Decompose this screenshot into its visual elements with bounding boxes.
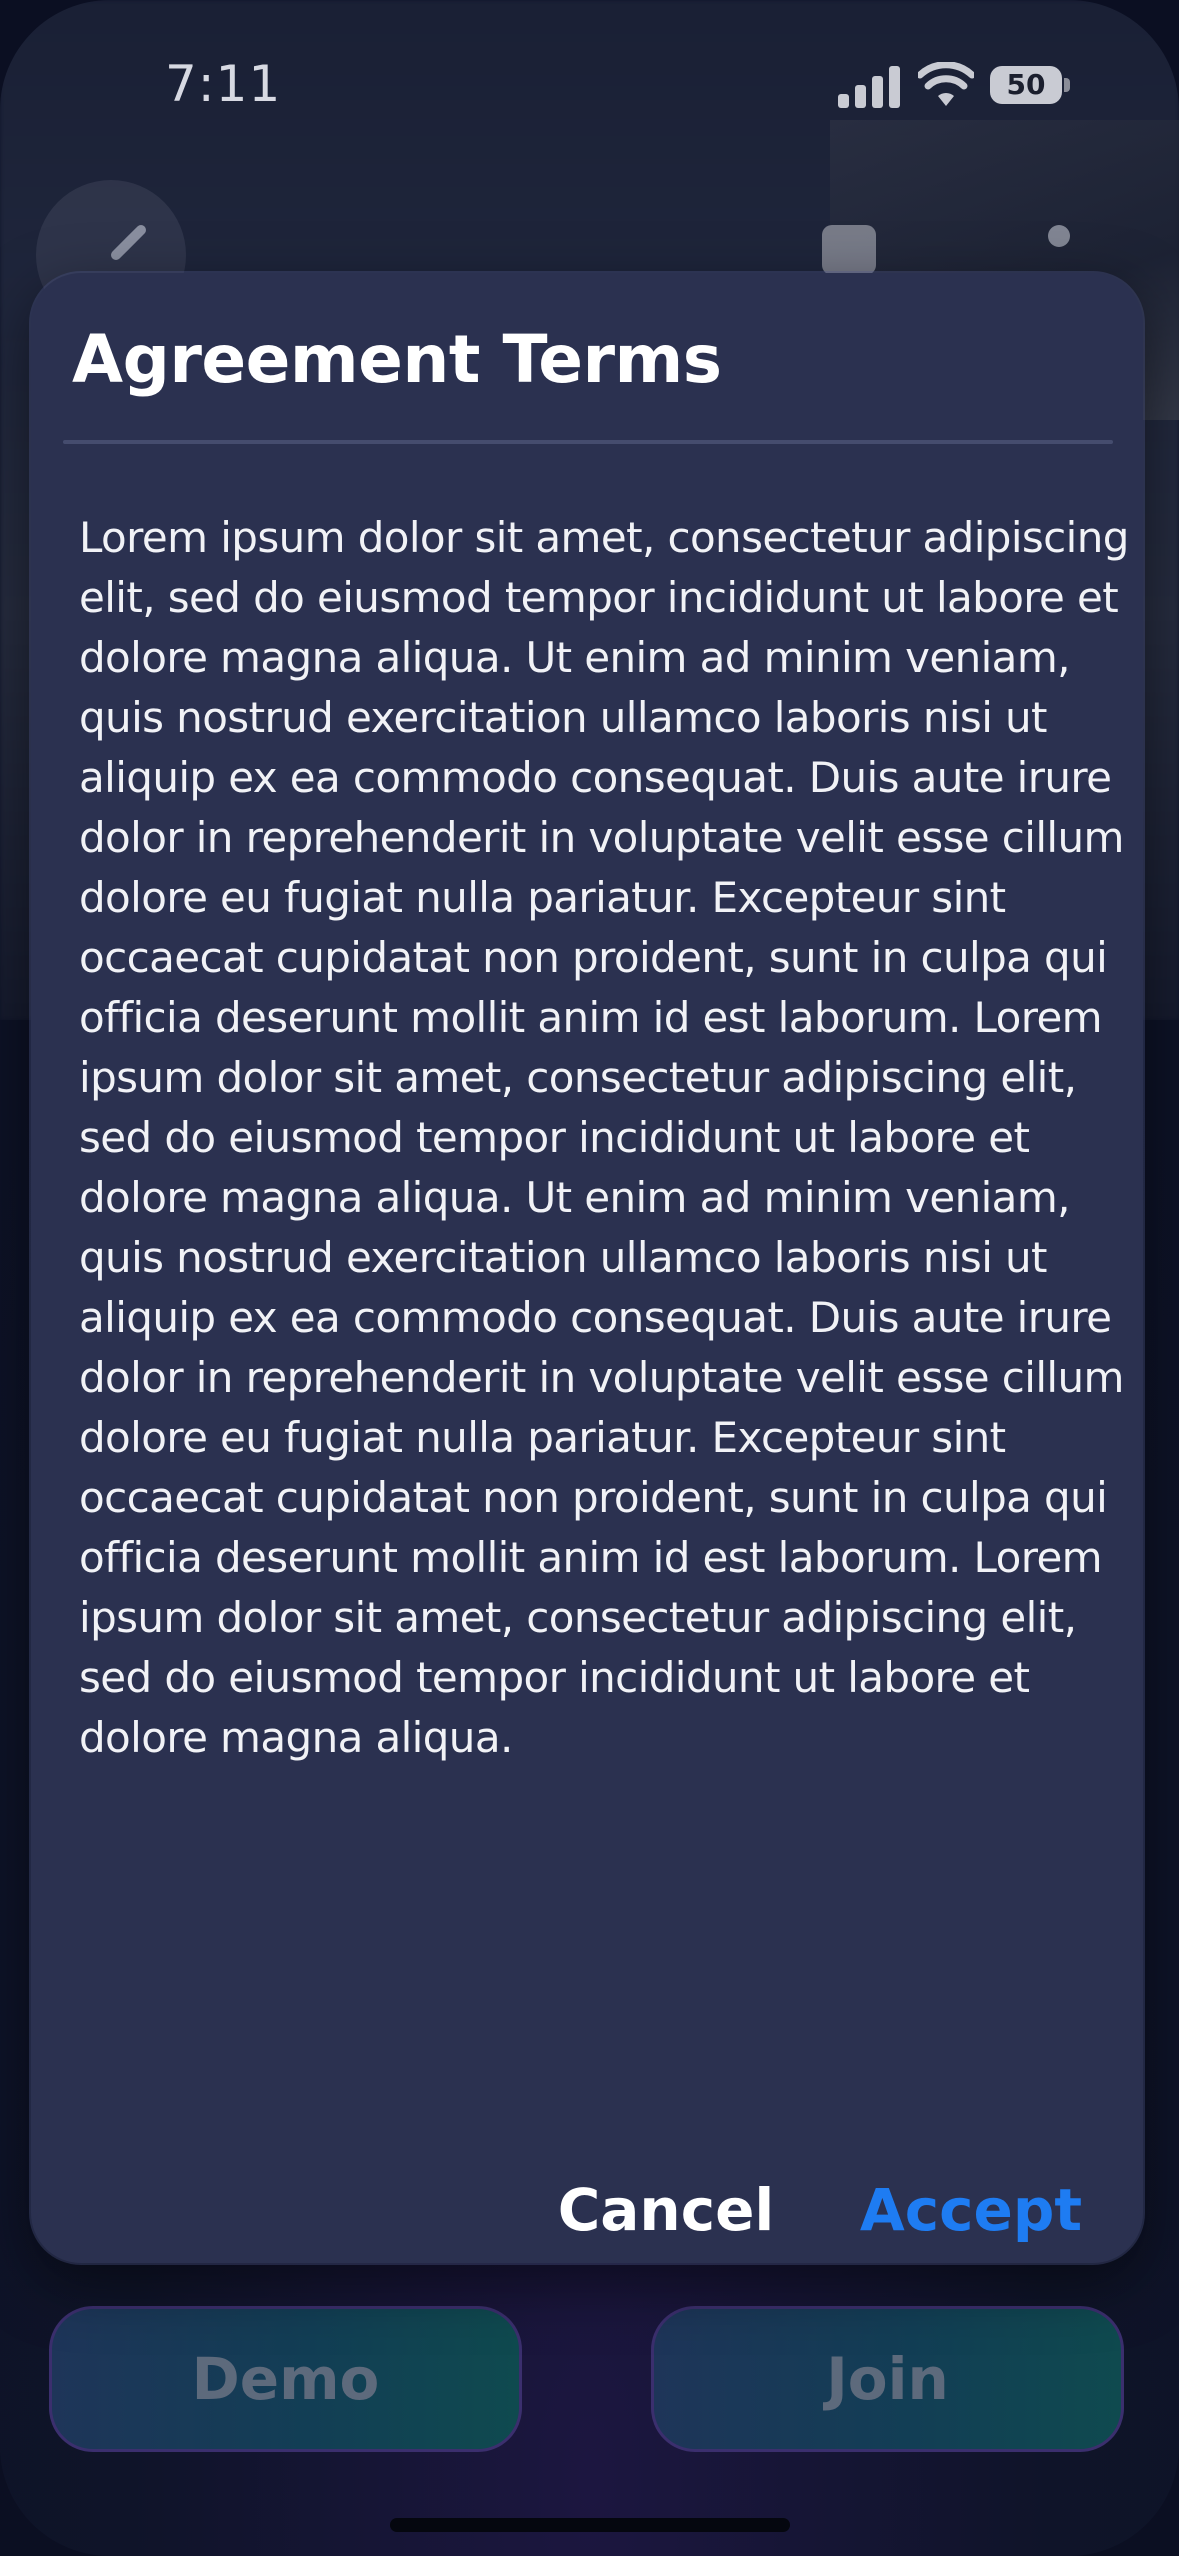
cancel-button[interactable]: Cancel [551,2165,781,2255]
dialog-divider [63,440,1113,444]
bookmark-icon [822,225,876,275]
join-button[interactable] [651,2306,1124,2452]
cellular-signal-icon [838,66,902,108]
status-time: 7:11 [165,55,282,113]
more-vertical-icon [1048,225,1070,247]
join-button-label: Join [826,2345,949,2413]
accept-button[interactable]: Accept [841,2165,1101,2255]
battery-tip [1064,78,1070,92]
battery-icon: 50 [990,66,1062,104]
dialog-title: Agreement Terms [72,321,722,398]
demo-button[interactable] [49,2306,522,2452]
dialog-body-text: Lorem ipsum dolor sit amet, consectetur adipiscing elit, sed do eiusmod tempor incididunt ut labore et dolore magna aliqua. Ut enim ad minim veniam, quis nostrud exercitation ullamco laboris nisi ut aliquip ex ea commodo consequat. Duis aute irure dolor in reprehenderit in voluptate velit esse cillum dolore eu fugiat nulla pariatur. Excepteur sint occaecat cupidatat non proident, sunt in culpa qui officia deserunt mollit anim id est laborum. Lorem ipsum dolor sit amet, consectetur adipiscing elit, sed do eiusmod tempor incididunt ut labore et dolore magna aliqua. Ut enim ad minim veniam, quis nostrud exercitation ullamco laboris nisi ut aliquip ex ea commodo consequat. Duis aute irure dolor in reprehenderit in voluptate velit esse cillum dolore eu fugiat nulla pariatur. Excepteur sint occaecat cupidatat non proident, sunt in culpa qui officia deserunt mollit anim id est laborum. Lorem ipsum dolor sit amet, consectetur adipiscing elit, sed do eiusmod tempor incididunt ut labore et dolore magna aliqua. [79,513,1129,1762]
home-indicator[interactable] [390,2518,790,2532]
agreement-terms-dialog [31,273,1143,2263]
wifi-icon [918,62,974,106]
demo-button-label: Demo [191,2345,380,2413]
